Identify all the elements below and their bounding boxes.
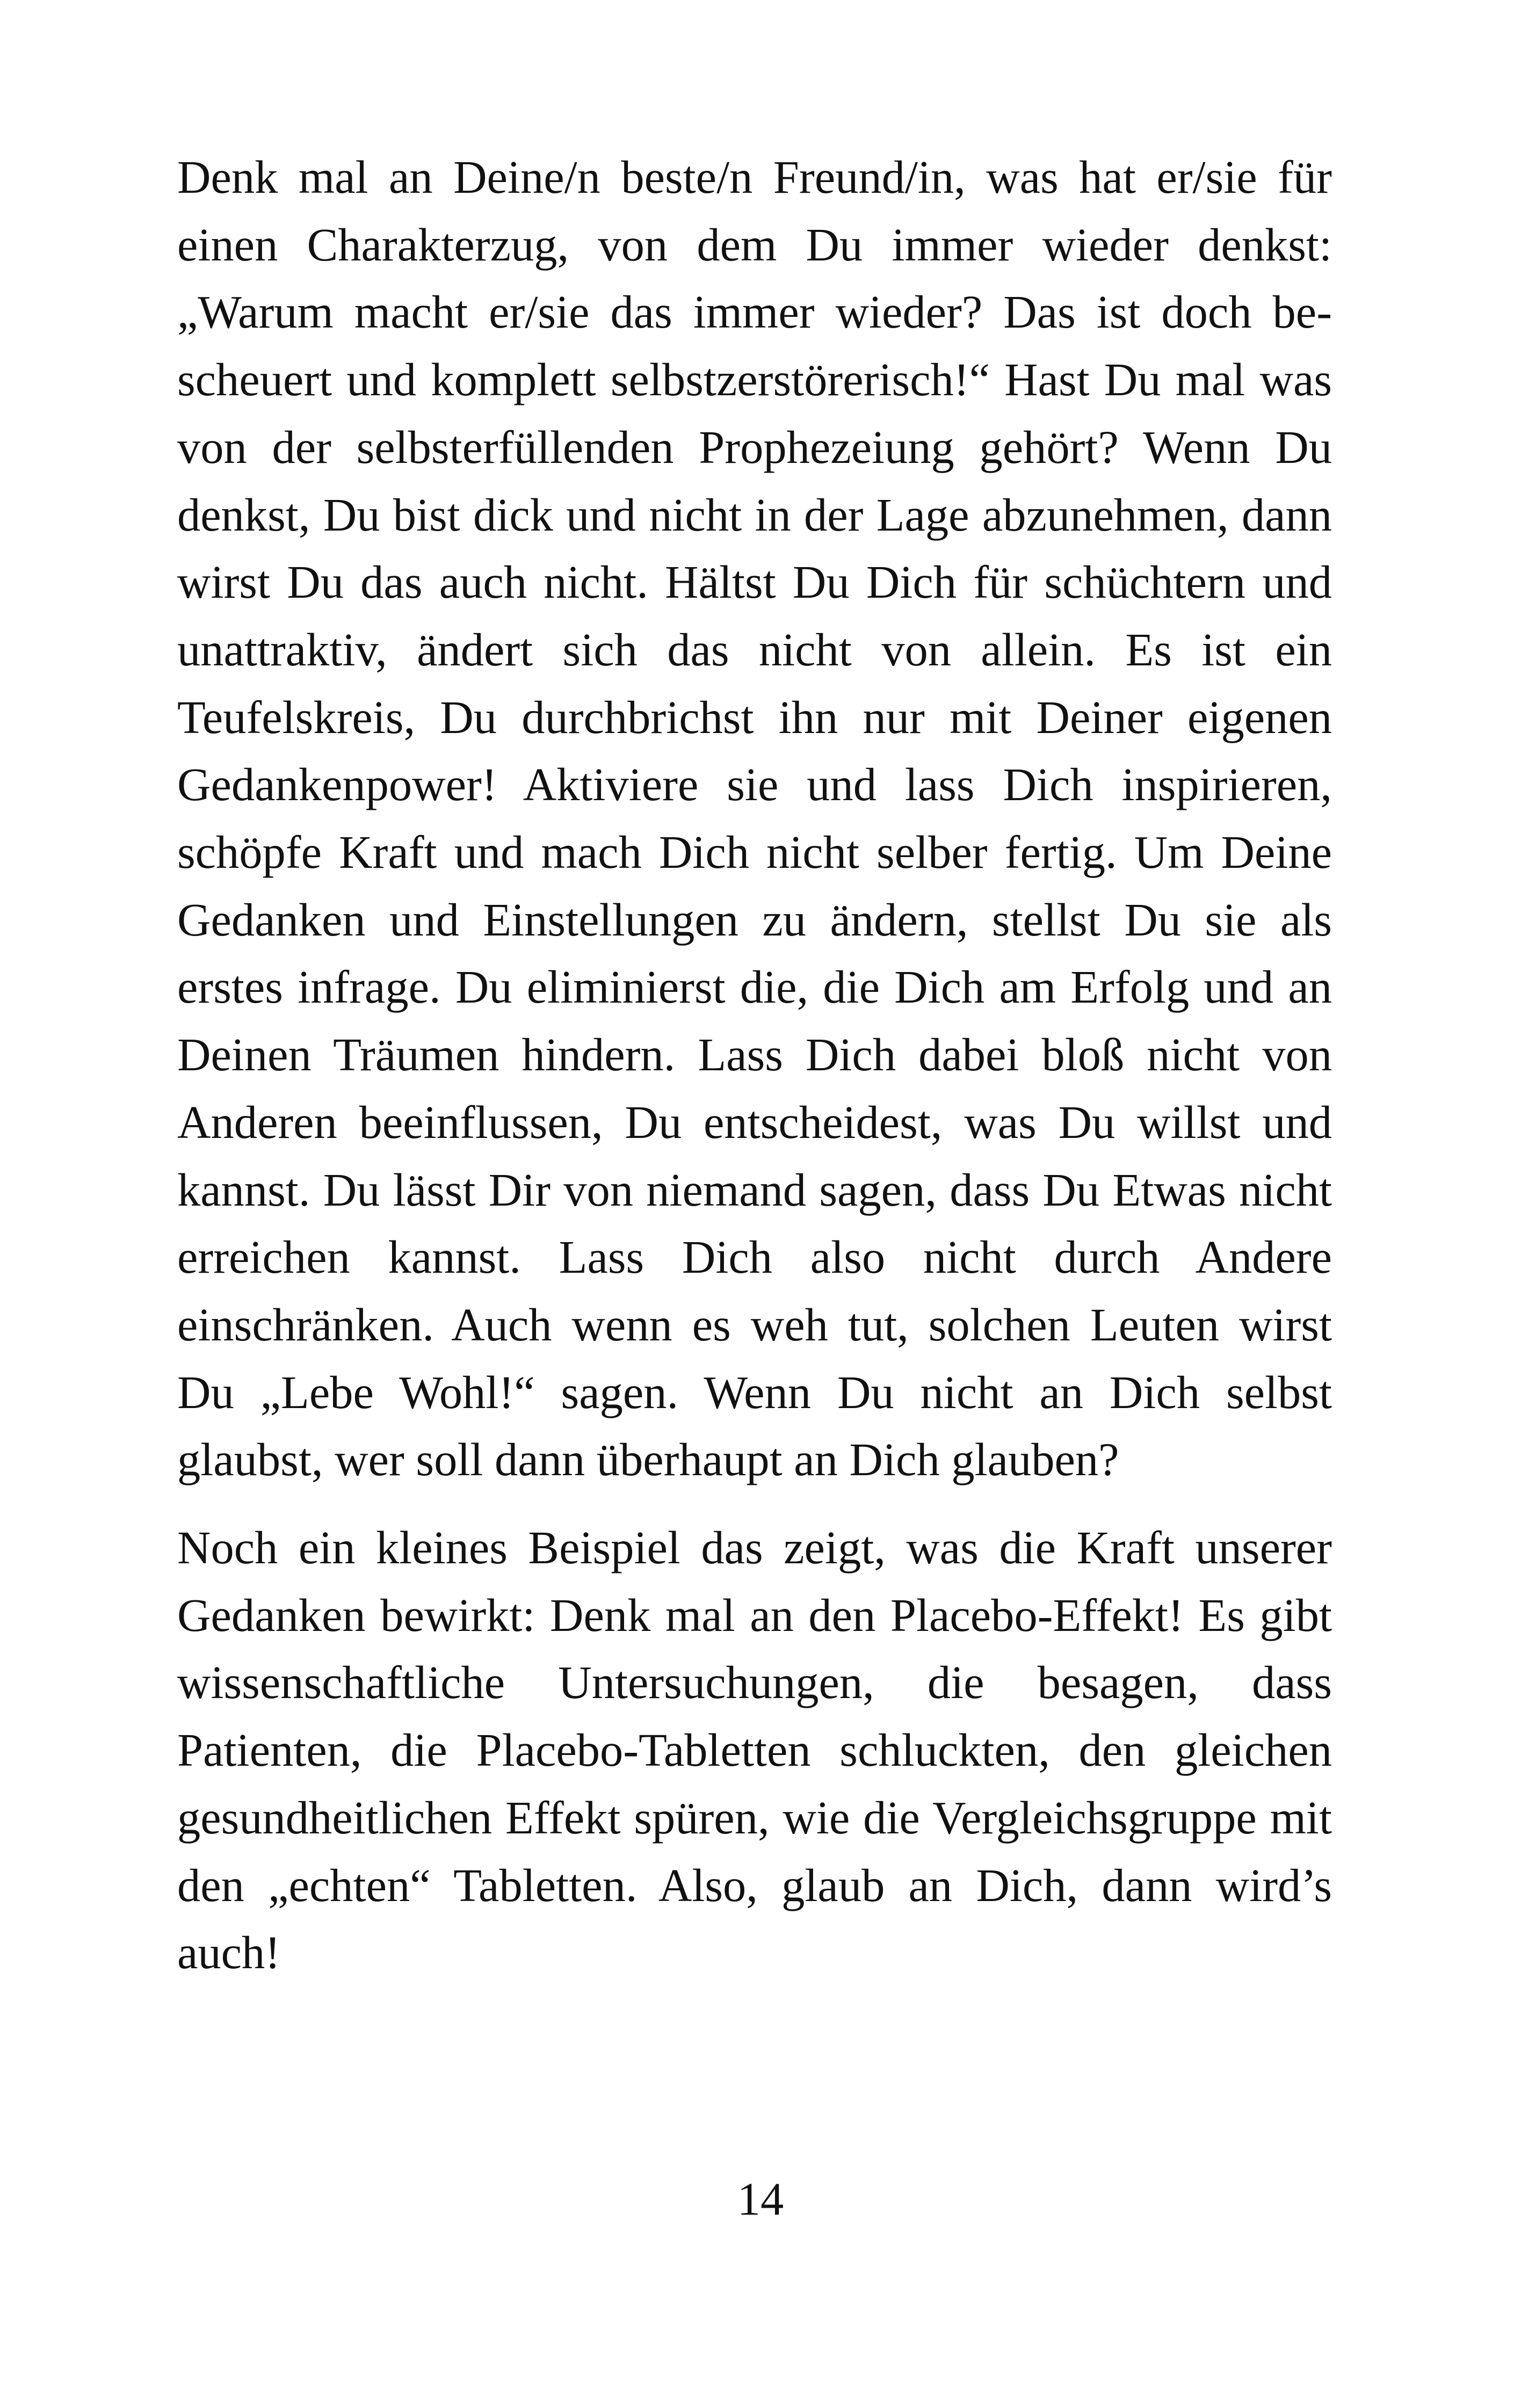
body-text (177, 144, 1332, 1987)
paragraph-1: Denk mal an Deine/n beste/n Freund/in, was hat er/sie für einen Charakterzug, von dem Du immer wieder denkst: „Warum macht er/sie das immer wieder? Das ist doch bescheuert und komplett selbstzerstörerisch!“ Hast Du mal was von der selbsterfüllenden Prophezeiung gehört? Wenn Du denkst, Du bist dick und nicht in der Lage abzunehmen, dann wirst Du das auch nicht. Hältst Du Dich für schüchtern und unattraktiv, ändert sich das nicht von allein. Es ist ein Teufelskreis, Du durchbrichst ihn nur mit Deiner eigenen Gedankenpower! Aktiviere sie und lass Dich inspirieren, schöpfe Kraft und mach Dich nicht selber fertig. Um Deine Gedanken und Einstellungen zu ändern, stellst Du sie als erstes infrage. Du eliminierst die, die Dich am Erfolg und an Deinen Träumen hindern. Lass Dich dabei bloß nicht von Anderen beeinflussen, Du entscheidest, was Du willst und kannst. Du lässt Dir von niemand sagen, dass Du Etwas nicht erreichen kannst. Lass Dich also nicht durch Andere einschränken. Auch wenn es weh tut, solchen Leuten wirst Du „Lebe Wohl!“ sagen. Wenn Du nicht an Dich selbst glaubst, wer soll dann überhaupt an Dich glauben? (177, 151, 1332, 1486)
paragraph-2: Noch ein kleines Beispiel das zeigt, was die Kraft unserer Gedanken bewirkt: Denk mal an den Placebo-Effekt! Es gibt wissenschaftliche Untersuchungen, die besagen, dass Patienten, die Placebo-Tabletten schluckten, den gleichen gesundheitlichen Effekt spüren, wie die Vergleichsgruppe mit den „echten“ Tabletten. Also, glaub an Dich, dann wird’s auch! (177, 1522, 1332, 1979)
page-number: 14 (737, 2173, 784, 2225)
